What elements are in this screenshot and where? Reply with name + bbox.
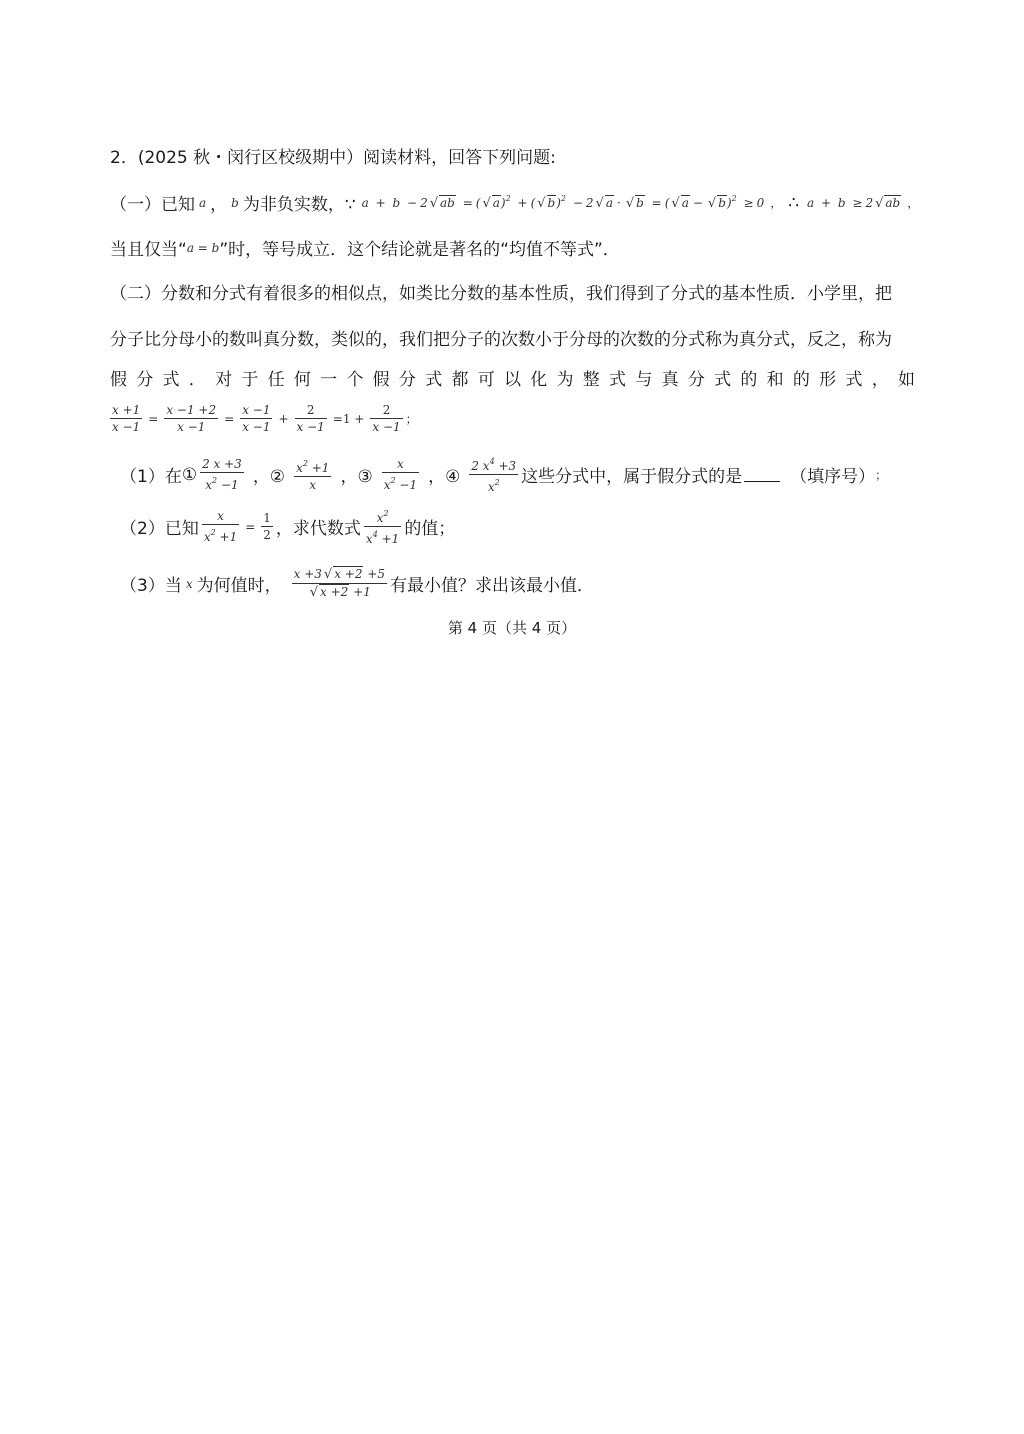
q2-text: ，求代数式 (275, 519, 361, 539)
question-2: （2）已知 $\frac{x}{x^2 +1}$ = $\frac{1}{2}$ ，求代数式 $\frac{x^2}{x^4 +1}$ 的值； (120, 506, 925, 547)
am-gm-derivation: a + b − 2 √ ab = ( √ a)$^2$ + ( √ b)$^2$ − 2 √ a · √ b = ( √ a − √ b)$^2$ ≥ 0 (361, 194, 765, 211)
q3-var: x (185, 576, 193, 591)
q1-text: 这些分式中，属于假分式的是 (521, 467, 743, 487)
char: 任 (267, 370, 285, 390)
part1-prefix: （一）已知 (110, 195, 195, 215)
fraction-1: $\frac{2 x +3}{x^2 -1}$ (202, 457, 242, 492)
fraction-half: $\frac{1}{2}$ (263, 511, 271, 542)
part2-line1 (110, 279, 915, 304)
q2-end: 的值； (404, 519, 456, 539)
problem-header-text: 2．(2025 秋・闵行区校级期中）阅读材料，回答下列问题: (110, 148, 556, 168)
char: 以 (503, 370, 521, 390)
char: 假 (372, 370, 390, 390)
char: 化 (530, 370, 548, 390)
q1-label: （1）在 (120, 467, 182, 487)
char: ， (871, 370, 889, 390)
char: 式 (425, 370, 443, 390)
question-1: （1）在 ① $\frac{2 x +3}{x^2 -1}$ ，② $\frac{x^2 +1}{x}$ ，③ $\frac{x}{x^2 -1}$ ，④ $\frac{2 x^4 +3}{x^2}$ 这些分式中，属于假分式的是 （填序号） ； (120, 454, 925, 495)
char: 一 (320, 370, 338, 390)
page-footer: 第 4 页（共 4 页） (447, 619, 577, 637)
fraction: $\frac{2}{x -1}$ (296, 403, 325, 434)
therefore-symbol: ∴ (788, 192, 800, 213)
char: 如 (897, 370, 915, 390)
char: 都 (451, 370, 469, 390)
char: 与 (635, 370, 653, 390)
fraction-2: $\frac{x^2 +1}{x}$ (296, 459, 330, 492)
line2-b: ”时，等号成立．这个结论就是著名的“均值不等式”． (219, 240, 620, 260)
char: 个 (346, 370, 364, 390)
comma: ， (210, 195, 228, 215)
char: 式 (714, 370, 732, 390)
char: 分 (687, 370, 705, 390)
fraction-3: $\frac{x}{x^2 -1}$ (383, 457, 418, 492)
char: 分 (136, 370, 154, 390)
am-gm-conclusion: a + b ≥ 2 √ ab (807, 195, 901, 211)
problem-header (110, 143, 915, 168)
part1-line1: （一）已知 a ， b 为非负实数，∵ a + b − 2 √ ab = ( √ a)$^2$ + ( √ b)$^2$ − 2 √ a · √ b = ( √ a − √ b)$^2$ ≥ 0 ， ∴ a + b ≥ 2 √ ab ， (110, 190, 915, 215)
var-a: a (199, 195, 207, 210)
char: 式 (845, 370, 863, 390)
char: 于 (241, 370, 259, 390)
part2-line3 (110, 365, 915, 390)
q1-end: ； (875, 468, 888, 482)
q1-hint: （填序号） (790, 467, 876, 487)
char: 分 (398, 370, 416, 390)
fraction-given: $\frac{x}{x^2 +1}$ (203, 509, 238, 544)
char: 何 (293, 370, 311, 390)
fraction-radical: $\frac{x +3 √ x +2 +5}{√ x +2 +1}$ (293, 567, 385, 600)
fraction: $\frac{x -1 +2}{x -1}$ (166, 403, 217, 434)
q2-label: （2）已知 (120, 519, 199, 539)
char: 假 (110, 370, 127, 390)
char: 对 (215, 370, 233, 390)
example-decomposition: $\frac{x +1}{x -1}$ = $\frac{x -1 +2}{x -1}$ = $\frac{x -1}{x -1}$ + $\frac{2}{x -1}$ =1 + $\frac{2}{x -1}$ ； (112, 403, 418, 434)
char: 真 (661, 370, 679, 390)
q3-label: （3）当 (120, 576, 182, 596)
char: 为 (556, 370, 574, 390)
equality-condition: a = b (186, 240, 220, 255)
char: 的 (740, 370, 758, 390)
fraction: $\frac{x -1}{x -1}$ (242, 403, 271, 434)
char: 形 (819, 370, 837, 390)
char: 整 (582, 370, 600, 390)
char: 的 (792, 370, 810, 390)
line2-a: 当且仅当“ (110, 240, 187, 260)
char: 和 (766, 370, 784, 390)
fraction: $\frac{x +1}{x -1}$ (112, 403, 141, 434)
q3-text2: 有最小值？求出该最小值． (389, 576, 594, 596)
fraction-target: $\frac{x^2}{x^4 +1}$ (365, 509, 400, 546)
part2-line2-text: 分子比分母小的数叫真分数，类似的，我们把分子的次数小于分母的次数的分式称为真分式，反之，称为 (110, 330, 892, 350)
part2-line2 (110, 325, 915, 350)
fraction-4: $\frac{2 x^4 +3}{x^2}$ (471, 457, 517, 494)
question-3 (120, 566, 925, 601)
char: 可 (477, 370, 495, 390)
char: ． (188, 370, 206, 390)
part2-line1-text: （二）分数和分式有着很多的相似点，如类比分数的基本性质，我们得到了分式的基本性质．小学里，把 (110, 284, 892, 304)
var-b: b (231, 195, 239, 210)
answer-blank[interactable] (744, 467, 780, 482)
char: 式 (162, 370, 180, 390)
part1-line2 (110, 235, 915, 260)
char: 式 (609, 370, 627, 390)
fraction: $\frac{2}{x -1}$ (372, 403, 401, 434)
q3-text1: 为何值时， (196, 576, 282, 596)
nonneg-text: 为非负实数，∵ (242, 195, 356, 215)
